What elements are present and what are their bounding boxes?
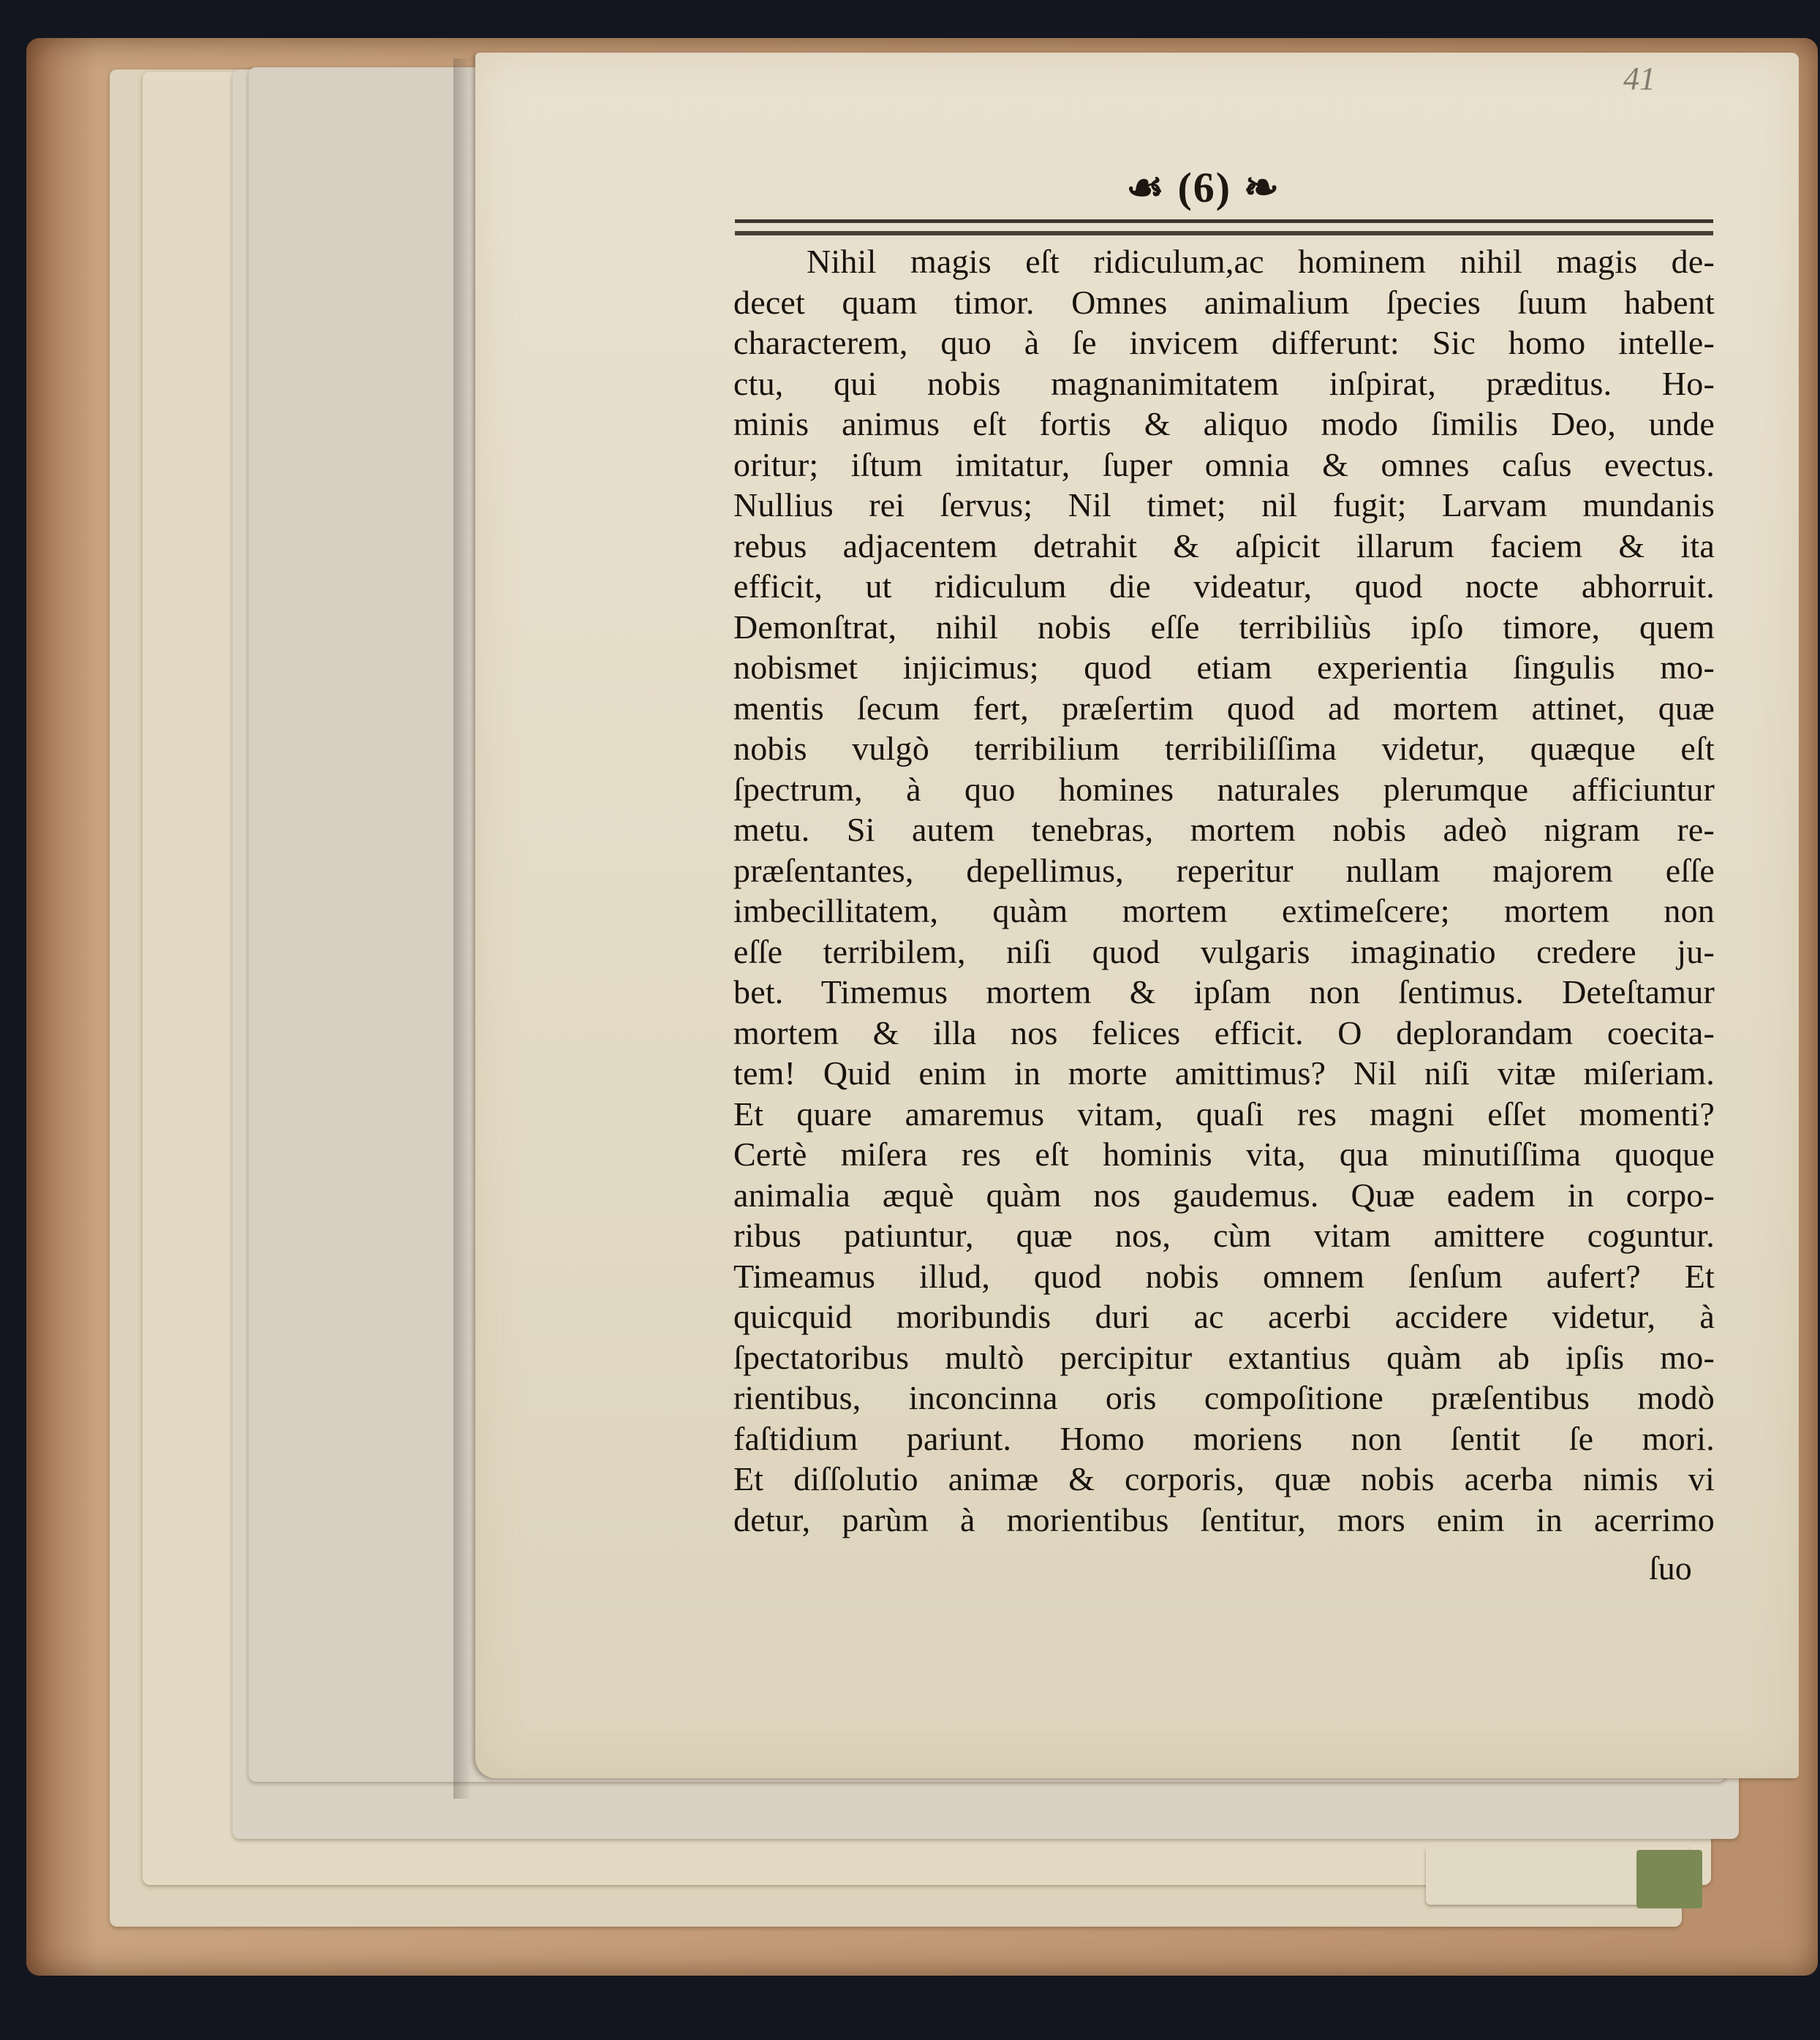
text-line: metu. Si autem tenebras, mortem nobis adeò nigram re- <box>733 811 1715 848</box>
text-line: nobismet injicimus; quod etiam experientia ſingulis mo- <box>733 649 1715 686</box>
header-rule <box>735 219 1713 237</box>
text-line: Et diſſolutio animæ & corporis, quæ nobis acerba nimis vi <box>733 1460 1715 1497</box>
text-line: Demonſtrat, nihil nobis eſſe terribiliùs ipſo timore, quem <box>733 608 1715 646</box>
text-line: tem! Quid enim in morte amittimus? Nil niſi vitæ miſeriam. <box>733 1054 1715 1092</box>
text-line: efficit, ut ridiculum die videatur, quod nocte abhorruit. <box>733 567 1715 605</box>
text-line: Nullius rei ſervus; Nil timet; nil fugit; Larvam mundanis <box>733 486 1715 524</box>
text-line: rebus adjacentem detrahit & aſpicit illarum faciem & ita <box>733 526 1715 564</box>
text-line: ribus patiuntur, quæ nos, cùm vitam amittere coguntur. <box>733 1217 1715 1254</box>
catchword: ſuo <box>1649 1549 1692 1587</box>
text-line: detur, parùm à morientibus ſentitur, mors enim in acerrimo <box>733 1500 1715 1538</box>
text-line: nobis vulgò terribilium terribiliſſima videtur, quæque eſt <box>733 730 1715 767</box>
text-line: decet quam timor. Omnes animalium ſpecies ſuum habent <box>733 283 1715 321</box>
text-line: ſpectatoribus multò percipitur extantius quàm ab ipſis mo- <box>733 1338 1715 1376</box>
text-line: animalia æquè quàm nos gaudemus. Quæ eadem in corpo- <box>733 1176 1715 1214</box>
text-line: rientibus, inconcinna oris compoſitione præſentibus modò <box>733 1379 1715 1416</box>
text-line: characterem, quo à ſe invicem differunt: Sic homo intelle- <box>733 324 1715 361</box>
text-line: Timeamus illud, quod nobis omnem ſenſum aufert? Et <box>733 1257 1715 1295</box>
text-line: Certè miſera res eſt hominis vita, qua minutiſſima quoque <box>733 1136 1715 1173</box>
text-line: Et quare amaremus vitam, quaſi res magni eſſet momenti? <box>733 1095 1715 1133</box>
page-header: ☙ (6) ❧ <box>1126 164 1281 211</box>
text-line: ctu, qui nobis magnanimitatem inſpirat, præditus. Ho- <box>733 364 1715 402</box>
text-line: faſtidium pariunt. Homo moriens non ſentit ſe mori. <box>733 1419 1715 1457</box>
corner-folio-mark: 41 <box>1623 61 1655 97</box>
text-line: imbecillitatem, quàm mortem extimeſcere; mortem non <box>733 892 1715 929</box>
text-line: ſpectrum, à quo homines naturales plerumque afficiuntur <box>733 770 1715 808</box>
body-text <box>733 241 1715 1540</box>
green-tab <box>1636 1850 1702 1908</box>
text-line: quicquid moribundis duri ac acerbi accidere videtur, à <box>733 1298 1715 1335</box>
text-line: oritur; iſtum imitatur, ſuper omnia & omnes caſus evectus. <box>733 445 1715 483</box>
text-line: mentis ſecum fert, præſertim quod ad mortem attinet, quæ <box>733 689 1715 727</box>
spine-shadow <box>453 58 471 1799</box>
text-line: minis animus eſt fortis & aliquo modo ſimilis Deo, unde <box>733 405 1715 442</box>
text-line: eſſe terribilem, niſi quod vulgaris imaginatio credere ju- <box>733 932 1715 970</box>
text-line: bet. Timemus mortem & ipſam non ſentimus. Deteſtamur <box>733 973 1715 1010</box>
text-line: Nihil magis eſt ridiculum,ac hominem nihil magis de- <box>807 243 1715 280</box>
text-line: mortem & illa nos felices efficit. O deplorandam coecita- <box>733 1013 1715 1051</box>
text-line: præſentantes, depellimus, reperitur nullam majorem eſſe <box>733 851 1715 889</box>
